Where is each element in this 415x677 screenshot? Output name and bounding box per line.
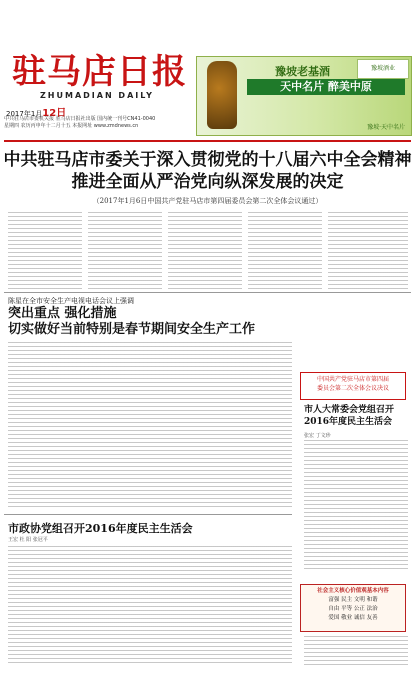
core-values-line-3: 爱国 敬业 诚信 友善 [328,615,378,621]
lead-body-column-3 [168,212,242,290]
masthead-meta [4,116,194,130]
core-values-line-1: 富强 民主 文明 和谐 [328,597,378,603]
lead-headline-line-2[interactable]: 推进全面从严治党向纵深发展的决定 [71,172,344,192]
newspaper-english-name: ZHUMADIAN DAILY [40,91,154,100]
story2-headline-line-2[interactable]: 切实做好当前特别是春节期间安全生产工作 [8,322,256,337]
ad-band-slogan: 天中名片 醉美中原 [247,79,405,95]
date-day: 12日 [42,108,67,119]
lead-body-column-4 [248,212,322,290]
lead-headline-line-1[interactable]: 中共驻马店市委关于深入贯彻党的十八届六中全会精神 [3,150,412,170]
ad-logo: 豫坡酒业 [357,59,409,79]
story4-headline[interactable]: 市政协党组召开2016年度民主生活会 [8,522,193,535]
core-values-box [300,584,406,632]
date-prefix: 2017年1月 [6,110,43,118]
section-divider-2 [4,514,292,515]
notice-line-2: 委员会第二次全体会议决议 [316,385,389,392]
header-advertisement[interactable] [196,56,412,136]
core-values-line-2: 自由 平等 公正 法治 [328,606,378,612]
lead-subhead: （2017年1月6日中国共产党驻马店市第四届委员会第二次全体会议通过） [92,197,323,205]
story3-headline[interactable]: 市人大常委会党组召开2016年度民主生活会 [304,405,395,427]
ad-corner-slogan: 豫坡·天中名片 [367,124,405,131]
lead-body-column-2 [88,212,162,290]
bottom-right-text [304,636,408,666]
ad-brand-text: 豫坡老基酒 [275,65,330,78]
story4-body [8,546,292,666]
lead-body-column-1 [8,212,82,290]
meta-line-2: 星期四 农历丙申年十二月十五 本报网址 www.zmdnews.cn [4,123,139,129]
story3-byline: 张宏 丁文珍 [304,433,331,439]
core-values-title: 社会主义核心价值观基本内容 [317,588,389,594]
meta-line-1: 中共驻马店市委机关报 驻马店日报社出版 国内统一刊号CN41-0040 [4,116,156,122]
newspaper-title: 驻马店日报 [12,52,187,92]
notice-line-1: 中国共产党驻马店市第四届 [316,376,389,383]
story2-headline-line-1[interactable]: 突出重点 强化措施 [8,306,117,321]
resolution-notice-box[interactable] [300,372,406,400]
section-divider-1 [4,292,411,293]
story2-body [8,342,292,510]
story3-body [304,440,408,572]
masthead-divider [4,140,411,142]
story2-kicker: 陈星在全市安全生产电视电话会议上强调 [8,297,134,305]
lead-body-column-5 [328,212,408,290]
liquor-bottle-image [207,61,237,129]
story4-byline: 王宏 杜 阳 张冠平 [8,537,48,543]
